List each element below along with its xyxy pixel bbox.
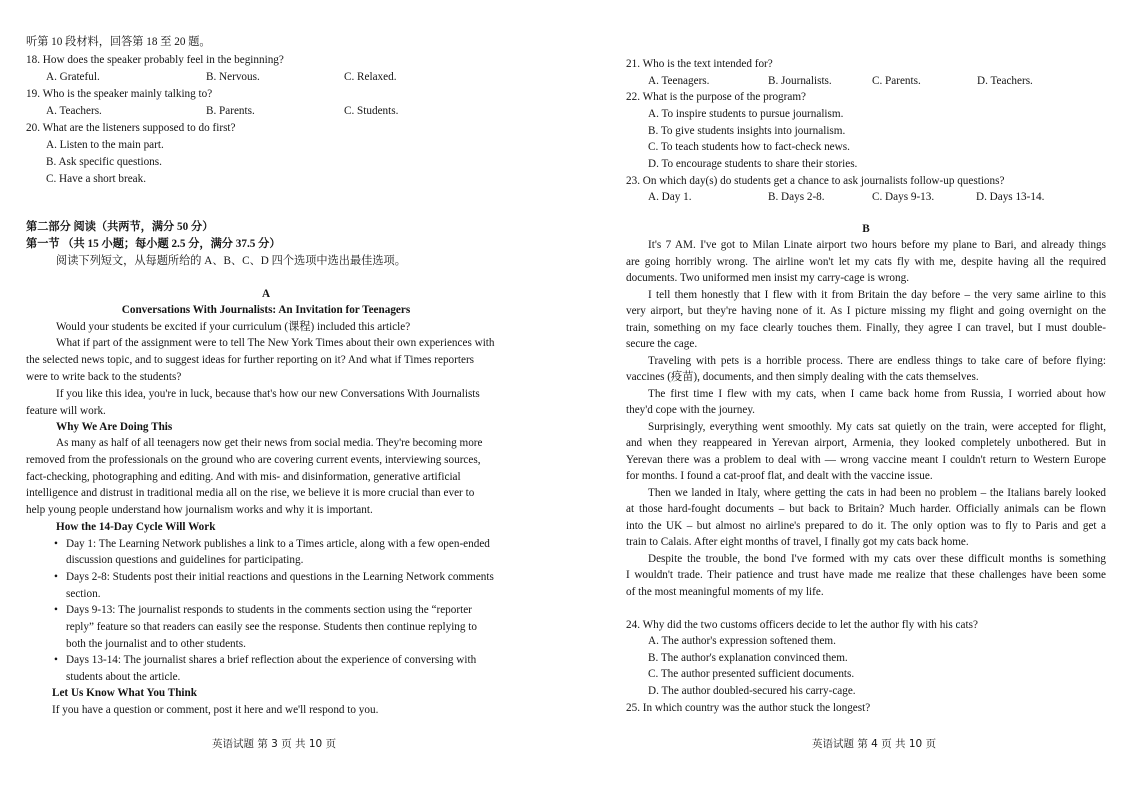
q19-option-b: B. Parents. (206, 105, 255, 117)
passage-b-line: train, something on my face clearly touches them. Finally, they agree I can travel, but I must double- (626, 322, 1106, 334)
page-footer-left: 英语试题 第 3 页 共 10 页 (212, 738, 337, 750)
passage-b-line: for months. I found a cat-proof flat, and dealt with the vaccine issue. (626, 470, 933, 482)
question-22: 22. What is the purpose of the program? (626, 91, 806, 103)
passage-b-line: Surprisingly, everything went smoothly. My cats sat quietly on the train, were accepted for flight, (648, 421, 1106, 433)
passage-a-line: reply” feature so that readers can easily see the response. Students then continue replying to (66, 621, 477, 633)
q23-option-a: A. Day 1. (648, 191, 692, 203)
passage-b-line: they'd cope with the journey. (626, 404, 755, 416)
q22-option-d: D. To encourage students to share their stories. (648, 158, 858, 170)
passage-b-line: at those hard-fought documents – but back to Britain? Much harder. Officially animals can be flown (626, 503, 1106, 515)
q24-option-c: C. The author presented sufficient documents. (648, 668, 855, 680)
passage-b-line: I tell them honestly that I flew with it from Britain the day before – the very same airline to this (648, 289, 1106, 301)
passage-a-line: discussion questions and guidelines for participating. (66, 554, 304, 566)
question-20: 20. What are the listeners supposed to do first? (26, 122, 236, 134)
passage-a-line: removed from the professionals on the ground who are covering current events, interviewing sources, (26, 454, 481, 466)
question-24: 24. Why did the two customs officers decide to let the author fly with his cats? (626, 619, 978, 631)
q21-option-d: D. Teachers. (977, 75, 1033, 87)
q19-option-a: A. Teachers. (46, 105, 102, 117)
subheading-cycle: How the 14-Day Cycle Will Work (56, 521, 216, 533)
q19-option-c: C. Students. (344, 105, 399, 117)
passage-b-line: and when they reappeared in Yerevan airport, Armenia, they looked completely unbothered. But in (626, 437, 1106, 449)
passage-a-line: help young people understand how journalism works and why it is important. (26, 504, 373, 516)
cycle-item-days13-14: • Days 13-14: The journalist shares a brief reflection about the experience of conversing with (66, 653, 476, 667)
passage-b-line: The first time I flew with my cats, when I came back home from Russia, I worried about how (648, 388, 1106, 400)
cycle-item-days9-13: • Days 9-13: The journalist responds to students in the comments section using the “reporter (66, 603, 472, 617)
q23-option-b: B. Days 2-8. (768, 191, 825, 203)
question-19: 19. Who is the speaker mainly talking to? (26, 88, 213, 100)
q22-option-a: A. To inspire students to pursue journalism. (648, 108, 844, 120)
passage-a-line: were to write back to the students? (26, 371, 182, 383)
q21-option-c: C. Parents. (872, 75, 921, 87)
q22-option-b: B. To give students insights into journalism. (648, 125, 846, 137)
q24-option-d: D. The author doubled-secured his carry-cage. (648, 685, 856, 697)
q20-option-c: C. Have a short break. (46, 173, 147, 185)
q20-option-b: B. Ask specific questions. (46, 156, 162, 168)
passage-b-label: B (862, 223, 870, 235)
passage-b-line: secure the cage. (626, 338, 698, 350)
passage-b-line: Yerevan there was a problem to deal with — wrong vaccine meant I couldn't return to Western Europe (626, 454, 1106, 466)
part2-title: 第二部分 阅读（共两节，满分 50 分） (26, 221, 214, 233)
q18-option-c: C. Relaxed. (344, 71, 397, 83)
section1-title: 第一节 （共 15 小题；每小题 2.5 分，满分 37.5 分） (26, 238, 281, 250)
passage-b-line: of the most meaningful moments of my life. (626, 586, 824, 598)
cycle-item-days2-8: • Days 2-8: Students post their initial reactions and questions in the Learning Network comments (66, 570, 494, 584)
passage-a-line: Would your students be excited if your curriculum (课程) included this article? (56, 321, 411, 333)
question-23: 23. On which day(s) do students get a chance to ask journalists follow-up questions? (626, 175, 1005, 187)
passage-a-line: intelligence and distrust in traditional media all on the rise, we believe it is more crucial than ever to (26, 487, 475, 499)
q24-option-a: A. The author's expression softened them. (648, 635, 836, 647)
passage-a-line: students about the article. (66, 671, 181, 683)
q22-option-c: C. To teach students how to fact-check news. (648, 141, 850, 153)
passage-a-line: If you have a question or comment, post it here and we'll respond to you. (52, 704, 379, 716)
question-18: 18. How does the speaker probably feel in the beginning? (26, 54, 284, 66)
q23-option-c: C. Days 9-13. (872, 191, 935, 203)
passage-a-line: What if part of the assignment were to tell The New York Times about their own experiences with (56, 337, 495, 349)
q18-option-b: B. Nervous. (206, 71, 260, 83)
cycle-item-day1: • Day 1: The Learning Network publishes a link to a Times article, along with a few open-ended (66, 537, 490, 551)
q21-option-b: B. Journalists. (768, 75, 832, 87)
passage-b-line: Then we landed in Italy, where getting the cats in had been no problem – the Italians barely looked (648, 487, 1106, 499)
passage-a-line: both the journalist and to other students. (66, 638, 246, 650)
question-25: 25. In which country was the author stuck the longest? (626, 702, 871, 714)
passage-a-line: section. (66, 588, 101, 600)
q21-option-a: A. Teenagers. (648, 75, 710, 87)
passage-a-line: fact-checking, photographing and editing. And with mis- and disinformation, generative artificial (26, 471, 461, 483)
passage-a-line: feature will work. (26, 405, 106, 417)
q23-option-d: D. Days 13-14. (976, 191, 1045, 203)
passage-b-line: train to Calais. After eight months of travel, I finally got my cats back home. (626, 536, 969, 548)
passage-b-line: are going horribly wrong. The airline won't let my cats fly with me, despite having all the required (626, 256, 1106, 268)
passage-a-label: A (261, 288, 271, 300)
question-21: 21. Who is the text intended for? (626, 58, 773, 70)
subheading-why: Why We Are Doing This (56, 421, 173, 433)
passage-b-line: vaccines (疫苗), documents, and then simply dealing with the cats themselves. (626, 371, 979, 383)
passage-b-line: I wouldn't trade. Their patience and trust have made me realize that these challenges have been some (626, 569, 1106, 581)
passage-a-line: the selected news topic, and to suggest ideas for further reporting on it? And what if Times reporters (26, 354, 475, 366)
passage-b-line: It's 7 AM. I've got to Milan Linate airport two hours before my plane to Bari, and already things (648, 239, 1106, 251)
passage-a-title: Conversations With Journalists: An Invitation for Teenagers (121, 304, 411, 316)
subheading-let-us-know: Let Us Know What You Think (52, 687, 197, 699)
passage-b-line: Despite the trouble, the bond I've formed with my cats over these difficult months is something (648, 553, 1106, 565)
listening-section-header: 听第 10 段材料，回答第 18 至 20 题。 (26, 36, 211, 48)
passage-b-line: documents. Two uniformed men insist my carry-cage is wrong. (626, 272, 909, 284)
passage-b-line: Traveling with pets is a horrible process. There are endless things to take care of before flying: (648, 355, 1106, 367)
q24-option-b: B. The author's explanation convinced them. (648, 652, 848, 664)
q18-option-a: A. Grateful. (46, 71, 100, 83)
q20-option-a: A. Listen to the main part. (46, 139, 164, 151)
reading-instruction: 阅读下列短文，从每题所给的 A、B、C、D 四个选项中选出最佳选项。 (56, 255, 406, 267)
passage-b-line: very airport, but they're having none of it. As I picture missing my flight and going overnight on the (626, 305, 1106, 317)
passage-b-line: into the UK – but almost no airline's prepared to do it. The only option was to fly to Paris and get a (626, 520, 1106, 532)
page-footer-right: 英语试题 第 4 页 共 10 页 (812, 738, 937, 750)
passage-a-line: As many as half of all teenagers now get their news from social media. They're becoming more (56, 437, 483, 449)
passage-a-line: If you like this idea, you're in luck, because that's how our new Conversations With Journalists (56, 388, 480, 400)
